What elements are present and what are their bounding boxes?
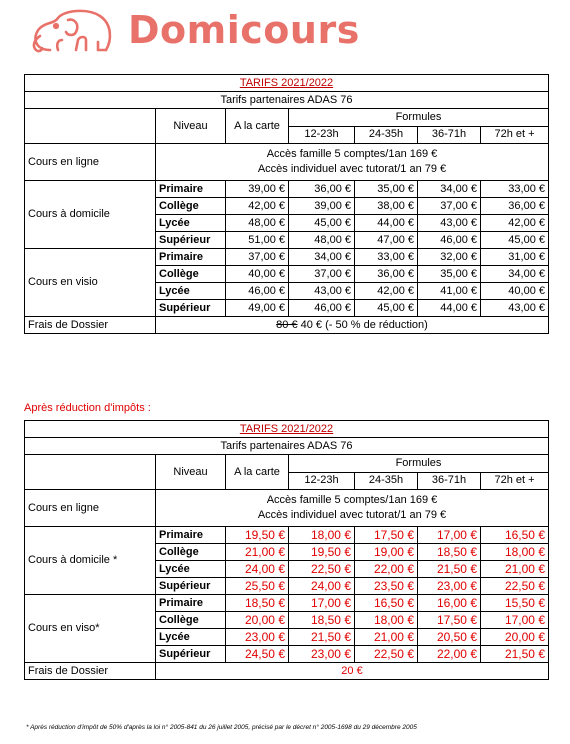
category-cours-en-ligne: Cours en ligne <box>25 144 156 181</box>
price-cell: 33,00 € <box>481 181 549 198</box>
header-f4: 72h et + <box>481 472 549 490</box>
price-cell: 48,00 € <box>289 232 355 249</box>
price-cell: 24,00 € <box>289 578 355 595</box>
niveau-cell: Collège <box>156 544 226 561</box>
header-niveau: Niveau <box>156 109 226 144</box>
price-cell: 25,50 € <box>226 578 289 595</box>
domicours-logo <box>28 6 388 58</box>
price-cell: 43,00 € <box>289 283 355 300</box>
price-cell: 38,00 € <box>355 198 418 215</box>
header-f1: 12-23h <box>289 472 355 490</box>
price-cell: 23,00 € <box>289 646 355 663</box>
category-cours-en-visio: Cours en viso* <box>25 595 156 663</box>
frais-new-price: 40 € (- 50 % de réduction) <box>300 318 428 331</box>
niveau-cell: Primaire <box>156 527 226 544</box>
header-f3: 36-71h <box>418 472 481 490</box>
category-cours-en-visio: Cours en visio <box>25 249 156 317</box>
tarifs-table-before-tax <box>24 74 549 334</box>
header-empty <box>25 455 156 490</box>
price-cell: 37,00 € <box>289 266 355 283</box>
niveau-cell: Primaire <box>156 249 226 266</box>
price-cell: 18,50 € <box>289 612 355 629</box>
price-cell: 45,00 € <box>481 232 549 249</box>
price-cell: 34,00 € <box>418 181 481 198</box>
price-cell: 42,00 € <box>226 198 289 215</box>
price-cell: 22,00 € <box>355 561 418 578</box>
price-cell: 34,00 € <box>289 249 355 266</box>
brand-name: Domicours <box>128 8 360 52</box>
price-cell: 39,00 € <box>226 181 289 198</box>
tarifs-table-after-tax <box>24 420 549 680</box>
table-row <box>25 181 549 198</box>
header-niveau: Niveau <box>156 455 226 490</box>
price-cell: 15,50 € <box>481 595 549 612</box>
price-cell: 17,00 € <box>289 595 355 612</box>
table-row <box>25 595 549 612</box>
price-cell: 23,50 € <box>355 578 418 595</box>
category-frais-de-dossier: Frais de Dossier <box>25 317 156 334</box>
price-cell: 31,00 € <box>481 249 549 266</box>
price-cell: 16,00 € <box>418 595 481 612</box>
niveau-cell: Collège <box>156 266 226 283</box>
price-cell: 37,00 € <box>226 249 289 266</box>
price-cell: 22,50 € <box>289 561 355 578</box>
price-cell: 20,50 € <box>418 629 481 646</box>
price-cell: 37,00 € <box>418 198 481 215</box>
table-row <box>25 527 549 544</box>
table-row <box>25 249 549 266</box>
online-offer-individuel: Accès individuel avec tutorat/1 an 79 € <box>257 509 447 521</box>
frais-de-dossier-value <box>156 317 549 334</box>
header-f1: 12-23h <box>289 126 355 144</box>
online-offers <box>156 490 549 527</box>
price-cell: 43,00 € <box>481 300 549 317</box>
price-cell: 21,50 € <box>418 561 481 578</box>
online-offer-famille: Accès famille 5 comptes/1an 169 € <box>266 494 438 506</box>
price-cell: 43,00 € <box>418 215 481 232</box>
price-cell: 23,00 € <box>418 578 481 595</box>
online-offer-famille: Accès famille 5 comptes/1an 169 € <box>266 148 438 160</box>
price-cell: 51,00 € <box>226 232 289 249</box>
price-cell: 42,00 € <box>355 283 418 300</box>
price-cell: 19,50 € <box>289 544 355 561</box>
category-cours-a-domicile: Cours à domicile <box>25 181 156 249</box>
price-cell: 45,00 € <box>355 300 418 317</box>
niveau-cell: Primaire <box>156 595 226 612</box>
price-cell: 21,00 € <box>481 561 549 578</box>
price-cell: 19,00 € <box>355 544 418 561</box>
niveau-cell: Lycée <box>156 283 226 300</box>
price-cell: 17,00 € <box>481 612 549 629</box>
category-frais-de-dossier: Frais de Dossier <box>25 663 156 680</box>
price-cell: 24,50 € <box>226 646 289 663</box>
price-cell: 21,00 € <box>355 629 418 646</box>
price-cell: 17,50 € <box>355 527 418 544</box>
price-cell: 44,00 € <box>418 300 481 317</box>
niveau-cell: Supérieur <box>156 232 226 249</box>
header-f2: 24-35h <box>355 472 418 490</box>
price-cell: 34,00 € <box>481 266 549 283</box>
price-cell: 49,00 € <box>226 300 289 317</box>
price-cell: 45,00 € <box>289 215 355 232</box>
price-cell: 35,00 € <box>418 266 481 283</box>
niveau-cell: Supérieur <box>156 578 226 595</box>
niveau-cell: Supérieur <box>156 300 226 317</box>
price-cell: 19,50 € <box>226 527 289 544</box>
price-cell: 46,00 € <box>289 300 355 317</box>
price-cell: 41,00 € <box>418 283 481 300</box>
price-cell: 24,00 € <box>226 561 289 578</box>
price-cell: 36,00 € <box>481 198 549 215</box>
price-cell: 23,00 € <box>226 629 289 646</box>
niveau-cell: Primaire <box>156 181 226 198</box>
category-cours-a-domicile: Cours à domicile * <box>25 527 156 595</box>
header-f3: 36-71h <box>418 126 481 144</box>
niveau-cell: Collège <box>156 198 226 215</box>
niveau-cell: Lycée <box>156 561 226 578</box>
frais-old-price: 80 € <box>276 318 298 331</box>
online-offer-individuel: Accès individuel avec tutorat/1 an 79 € <box>257 163 447 175</box>
price-cell: 17,00 € <box>418 527 481 544</box>
price-cell: 21,00 € <box>226 544 289 561</box>
price-cell: 21,50 € <box>289 629 355 646</box>
price-cell: 17,50 € <box>418 612 481 629</box>
price-cell: 18,50 € <box>226 595 289 612</box>
header-f2: 24-35h <box>355 126 418 144</box>
price-cell: 36,00 € <box>289 181 355 198</box>
price-cell: 32,00 € <box>418 249 481 266</box>
price-cell: 44,00 € <box>355 215 418 232</box>
price-cell: 21,50 € <box>481 646 549 663</box>
price-cell: 18,00 € <box>289 527 355 544</box>
price-cell: 33,00 € <box>355 249 418 266</box>
niveau-cell: Lycée <box>156 215 226 232</box>
frais-de-dossier-value: 20 € <box>156 663 549 680</box>
price-cell: 46,00 € <box>226 283 289 300</box>
price-cell: 18,00 € <box>355 612 418 629</box>
price-cell: 22,50 € <box>355 646 418 663</box>
price-cell: 16,50 € <box>355 595 418 612</box>
category-cours-en-ligne: Cours en ligne <box>25 490 156 527</box>
header-a-la-carte: A la carte <box>226 109 289 144</box>
online-offers <box>156 144 549 181</box>
price-cell: 20,00 € <box>226 612 289 629</box>
price-cell: 35,00 € <box>355 181 418 198</box>
niveau-cell: Lycée <box>156 629 226 646</box>
price-cell: 39,00 € <box>289 198 355 215</box>
price-cell: 16,50 € <box>481 527 549 544</box>
price-cell: 36,00 € <box>355 266 418 283</box>
price-cell: 40,00 € <box>226 266 289 283</box>
price-cell: 20,00 € <box>481 629 549 646</box>
header-f4: 72h et + <box>481 126 549 144</box>
price-cell: 18,50 € <box>418 544 481 561</box>
header-empty <box>25 109 156 144</box>
header-formules: Formules <box>289 109 549 127</box>
price-cell: 22,00 € <box>418 646 481 663</box>
header-a-la-carte: A la carte <box>226 455 289 490</box>
price-cell: 46,00 € <box>418 232 481 249</box>
footnote: * Après réduction d'impôt de 50% d'après la loi n° 2005-841 du 26 juillet 2005, précisé par le décret n° 2005-1698 du 29 décembre 2005 <box>26 724 417 731</box>
table-subtitle: Tarifs partenaires ADAS 76 <box>25 92 549 109</box>
price-cell: 22,50 € <box>481 578 549 595</box>
price-cell: 40,00 € <box>481 283 549 300</box>
niveau-cell: Collège <box>156 612 226 629</box>
tax-reduction-note: Après réduction d'impôts : <box>24 402 151 414</box>
price-cell: 18,00 € <box>481 544 549 561</box>
table-title: TARIFS 2021/2022 <box>25 75 549 92</box>
elephant-icon <box>28 6 124 58</box>
price-cell: 42,00 € <box>481 215 549 232</box>
price-cell: 48,00 € <box>226 215 289 232</box>
header-formules: Formules <box>289 455 549 473</box>
table-subtitle: Tarifs partenaires ADAS 76 <box>25 438 549 455</box>
table-title: TARIFS 2021/2022 <box>25 421 549 438</box>
niveau-cell: Supérieur <box>156 646 226 663</box>
price-cell: 47,00 € <box>355 232 418 249</box>
